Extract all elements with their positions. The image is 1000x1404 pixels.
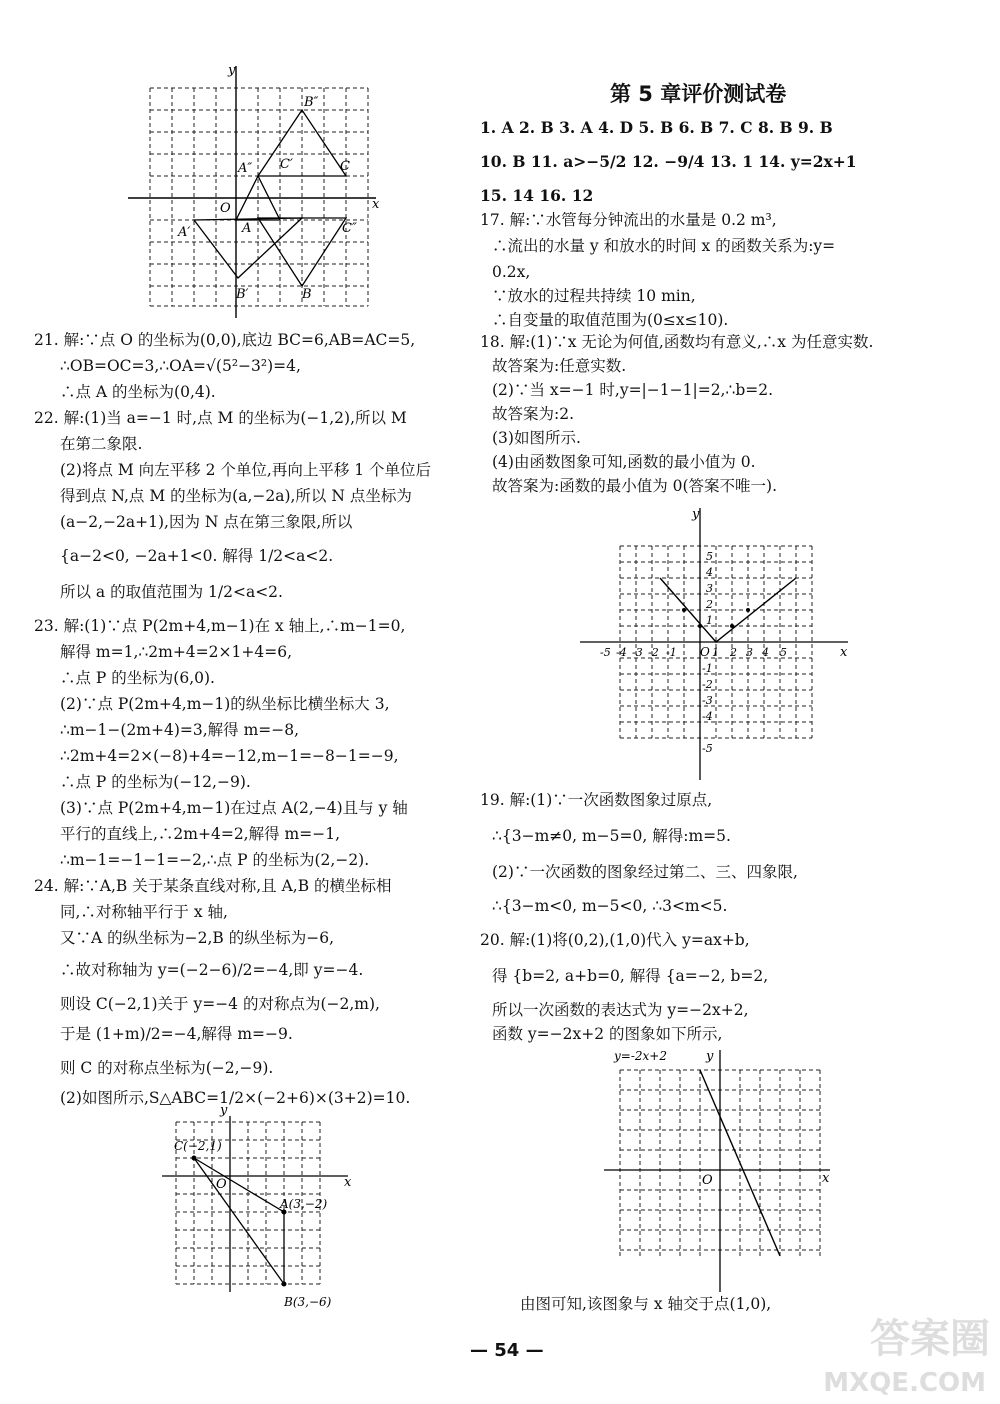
watermark-logo: 答案圈 — [870, 1316, 990, 1362]
svg-text:x: x — [372, 197, 380, 212]
svg-text:x: x — [822, 1171, 830, 1186]
q22-line: {a−2<0, −2a+1<0. 解得 1/2<a<2. — [60, 547, 334, 565]
q19-line: (2)∵一次函数的图象经过第二、三、四象限, — [492, 863, 798, 881]
q23-line: (2)∵点 P(2m+4,m−1)的纵坐标比横坐标大 3, — [60, 695, 390, 713]
fig3-xtick: 5 — [780, 646, 787, 659]
q24-line: 则 C 的对称点坐标为(−2,−9). — [60, 1059, 274, 1077]
answer-line: 15. 14 16. 12 — [480, 186, 594, 205]
svg-text:C′: C′ — [280, 157, 293, 172]
svg-text:x: x — [840, 645, 848, 660]
svg-text:O: O — [702, 1173, 713, 1188]
q20-conclusion: 由图可知,该图象与 x 轴交于点(1,0), — [520, 1295, 772, 1313]
q22-line: 22. 解:(1)当 a=−1 时,点 M 的坐标为(−1,2),所以 M — [34, 409, 407, 427]
fig3-ytick: 2 — [706, 598, 713, 611]
q17-line: ∴流出的水量 y 和放水的时间 x 的函数关系为:y= — [492, 237, 836, 255]
fig3-ytick: 3 — [706, 582, 713, 595]
svg-text:C(−2,1): C(−2,1) — [174, 1139, 222, 1153]
q24-line: (2)如图所示,S△ABC=1/2×(−2+6)×(3+2)=10. — [60, 1089, 411, 1107]
svg-text:O: O — [216, 1177, 227, 1192]
fig3-ytick: -5 — [702, 742, 713, 755]
svg-text:x: x — [344, 1175, 352, 1190]
answer-line: 1. A 2. B 3. A 4. D 5. B 6. B 7. C 8. B 9. B — [480, 118, 833, 137]
q21-line: 21. 解:∵点 O 的坐标为(0,0),底边 BC=6,AB=AC=5, — [34, 331, 416, 349]
q23-line: ∴点 P 的坐标为(6,0). — [60, 669, 215, 687]
q23-line: 23. 解:(1)∵点 P(2m+4,m−1)在 x 轴上,∴m−1=0, — [34, 617, 406, 635]
figure-triangle-abc — [158, 1103, 358, 1314]
svg-text:O: O — [220, 201, 231, 216]
q23-line: ∴m−1=−1−1=−2,∴点 P 的坐标为(2,−2). — [60, 851, 370, 869]
fig3-ytick: 5 — [706, 550, 713, 563]
svg-text:C″: C″ — [342, 221, 357, 236]
fig3-ytick: -1 — [702, 662, 713, 675]
fig3-xtick: 3 — [746, 646, 753, 659]
q17-line: ∴自变量的取值范围为(0≤x≤10). — [492, 311, 729, 329]
svg-text:A: A — [242, 221, 252, 236]
q22-line: 得到点 N,点 M 的坐标为(a,−2a),所以 N 点坐标为 — [60, 487, 412, 505]
q23-line: ∴m−1−(2m+4)=3,解得 m=−8, — [60, 721, 300, 739]
q24-line: 又∵A 的纵坐标为−2,B 的纵坐标为−6, — [60, 929, 334, 947]
q23-line: ∴点 P 的坐标为(−12,−9). — [60, 773, 251, 791]
q24-line: 于是 (1+m)/2=−4,解得 m=−9. — [60, 1025, 293, 1043]
svg-text:y: y — [692, 507, 700, 522]
fig3-xtick: 4 — [762, 646, 769, 659]
fig3-xtick: -2 — [648, 646, 659, 659]
svg-text:y: y — [228, 63, 236, 78]
fig3-ytick: -4 — [702, 710, 713, 723]
q22-line: 所以 a 的取值范围为 1/2<a<2. — [60, 583, 283, 601]
fig3-xtick: -3 — [632, 646, 643, 659]
svg-text:A(3,−2): A(3,−2) — [280, 1197, 328, 1211]
fig3-xtick: 1 — [712, 646, 719, 659]
q18-line: 18. 解:(1)∵x 无论为何值,函数均有意义,∴x 为任意实数. — [480, 333, 874, 351]
q23-line: 解得 m=1,∴2m+4=2×1+4=6, — [60, 643, 292, 661]
fig3-ytick: 1 — [706, 614, 713, 627]
q23-line: ∴2m+4=2×(−8)+4=−12,m−1=−8−1=−9, — [60, 747, 399, 765]
page-number: — 54 — — [470, 1340, 544, 1361]
svg-text:C: C — [340, 159, 350, 174]
q20-line: 20. 解:(1)将(0,2),(1,0)代入 y=ax+b, — [480, 931, 750, 949]
fig3-xtick: -4 — [616, 646, 627, 659]
q20-line: 函数 y=−2x+2 的图象如下所示, — [492, 1025, 723, 1043]
q18-line: 故答案为:任意实数. — [492, 357, 627, 375]
svg-text:A″: A″ — [238, 161, 253, 176]
q20-line: 得 {b=2, a+b=0, 解得 {a=−2, b=2, — [492, 967, 769, 985]
svg-text:B′: B′ — [236, 287, 249, 302]
q21-line: ∴点 A 的坐标为(0,4). — [60, 383, 216, 401]
figure-linear-function — [604, 1046, 840, 1292]
q19-line: 19. 解:(1)∵一次函数图象过原点, — [480, 791, 713, 809]
fig3-xtick: -5 — [600, 646, 611, 659]
q17-line: ∵放水的过程共持续 10 min, — [492, 287, 696, 305]
q18-line: 故答案为:2. — [492, 405, 575, 423]
svg-text:y: y — [220, 1103, 228, 1118]
svg-text:y: y — [706, 1049, 714, 1064]
svg-text:A′: A′ — [178, 225, 191, 240]
fig3-ytick: -3 — [702, 694, 713, 707]
q19-line: ∴{3−m≠0, m−5=0, 解得:m=5. — [492, 827, 731, 845]
q17-line: 17. 解:∵水管每分钟流出的水量是 0.2 m³, — [480, 211, 777, 229]
answer-line: 10. B 11. a>−5/2 12. −9/4 13. 1 14. y=2x+1 — [480, 152, 857, 171]
fig3-xtick: 2 — [730, 646, 737, 659]
q22-line: 在第二象限. — [60, 435, 143, 453]
svg-text:B(3,−6): B(3,−6) — [284, 1295, 332, 1309]
q18-line: (3)如图所示. — [492, 429, 581, 447]
q22-line: (2)将点 M 向左平移 2 个单位,再向上平移 1 个单位后 — [60, 461, 432, 479]
q24-line: ∴故对称轴为 y=(−2−6)/2=−4,即 y=−4. — [60, 961, 364, 979]
svg-text:O: O — [700, 645, 710, 659]
q17-line: 0.2x, — [492, 263, 531, 281]
q20-line: 所以一次函数的表达式为 y=−2x+2, — [492, 1001, 749, 1019]
q24-line: 同,∴对称轴平行于 x 轴, — [60, 903, 228, 921]
figure-abs-function — [580, 500, 860, 782]
fig3-ytick: -2 — [702, 678, 713, 691]
svg-text:B: B — [302, 287, 312, 302]
q23-line: (3)∵点 P(2m+4,m−1)在过点 A(2,−4)且与 y 轴 — [60, 799, 408, 817]
q21-line: ∴OB=OC=3,∴OA=√(5²−3²)=4, — [60, 357, 301, 375]
q18-line: 故答案为:函数的最小值为 0(答案不唯一). — [492, 477, 778, 495]
figure-triangle-transform — [128, 60, 390, 318]
q18-line: (4)由函数图象可知,函数的最小值为 0. — [492, 453, 756, 471]
q23-line: 平行的直线上,∴2m+4=2,解得 m=−1, — [60, 825, 340, 843]
svg-text:B″: B″ — [304, 95, 319, 110]
chapter-title: 第 5 章评价测试卷 — [610, 82, 787, 106]
q19-line: ∴{3−m<0, m−5<0, ∴3<m<5. — [492, 897, 728, 915]
q18-line: (2)∵当 x=−1 时,y=|−1−1|=2,∴b=2. — [492, 381, 774, 399]
fig4-line-label: y=-2x+2 — [614, 1049, 667, 1063]
q24-line: 24. 解:∵A,B 关于某条直线对称,且 A,B 的横坐标相 — [34, 877, 392, 895]
watermark-url: MXQE.COM — [823, 1368, 986, 1398]
q22-line: (a−2,−2a+1),因为 N 点在第三象限,所以 — [60, 513, 353, 531]
fig3-ytick: 4 — [706, 566, 713, 579]
fig3-xtick: -1 — [666, 646, 677, 659]
q24-line: 则设 C(−2,1)关于 y=−4 的对称点为(−2,m), — [60, 995, 380, 1013]
